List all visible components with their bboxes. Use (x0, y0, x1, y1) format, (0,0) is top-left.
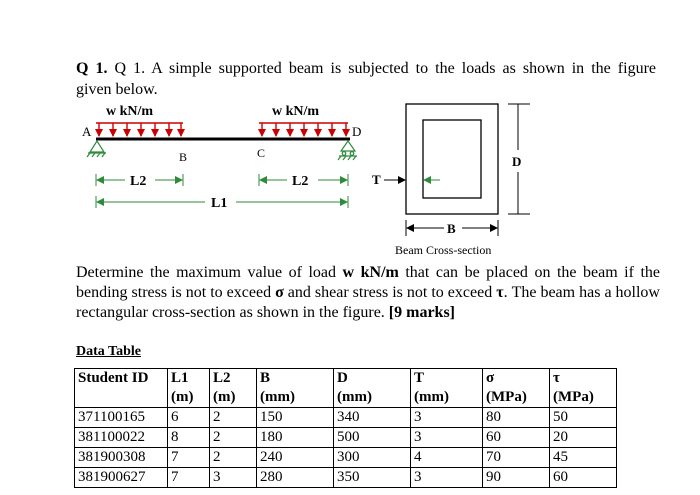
header-t: T (mm) (411, 369, 483, 408)
cell-student-id: 381900627 (75, 468, 168, 488)
cell-b: 280 (257, 468, 334, 488)
cell-l1: 6 (168, 408, 210, 428)
cell-b: 180 (257, 428, 334, 448)
question-line-2: given below. (76, 81, 158, 98)
header-d: D (mm) (334, 369, 411, 408)
pin-support-a (87, 141, 106, 157)
cell-sigma: 90 (483, 468, 550, 488)
cell-sigma: 70 (483, 448, 550, 468)
cell-student-id: 381100022 (75, 428, 168, 448)
cell-l2: 3 (210, 468, 257, 488)
header-b: B (mm) (257, 369, 334, 408)
cell-l2: 2 (210, 408, 257, 428)
dimension-d-label: D (512, 154, 522, 169)
load-symbol: w kN/m (342, 264, 399, 281)
cell-tau: 50 (550, 408, 617, 428)
table-header-row (75, 369, 617, 408)
header-l2: L2 (m) (210, 369, 257, 408)
point-d-label: D (352, 124, 362, 139)
question-text (76, 58, 656, 100)
sigma-symbol: σ (275, 284, 284, 301)
roller-support-d (338, 141, 357, 160)
question-line-1: Q 1. A simple supported beam is subjected to the loads as shown in the figure (114, 60, 657, 77)
header-student-id: Student ID (75, 369, 168, 408)
cell-sigma: 60 (483, 428, 550, 448)
dimension-l1-label: L1 (211, 196, 228, 211)
cross-section (406, 104, 498, 214)
dimension-l1 (96, 196, 348, 208)
data-table-title: Data Table (76, 344, 141, 359)
table-row (75, 448, 617, 468)
header-tau: τ (MPa) (550, 369, 617, 408)
question-number: Q 1. (76, 60, 108, 77)
data-table (74, 368, 617, 488)
dimension-d (508, 104, 530, 214)
distributed-load-left (96, 123, 183, 136)
cell-sigma: 80 (483, 408, 550, 428)
cross-section-caption: Beam Cross-section (395, 243, 492, 257)
point-b-label: B (179, 150, 188, 164)
load-label-right: w kN/m (272, 104, 320, 119)
cell-l1: 7 (168, 468, 210, 488)
cell-b: 150 (257, 408, 334, 428)
cell-tau: 45 (550, 448, 617, 468)
thickness-t-label: T (372, 172, 381, 187)
table-row (75, 468, 617, 488)
table-row (75, 408, 617, 428)
dimension-l2-left-label: L2 (130, 174, 147, 189)
dimension-l2-right-label: L2 (292, 174, 309, 189)
header-sigma: σ (MPa) (483, 369, 550, 408)
dimension-l2-right (259, 174, 348, 186)
dimension-b-label: B (447, 221, 456, 236)
cell-student-id: 381900308 (75, 448, 168, 468)
dimension-b (406, 220, 498, 236)
cell-t: 3 (411, 408, 483, 428)
header-l1: L1 (m) (168, 369, 210, 408)
cell-t: 3 (411, 468, 483, 488)
problem-statement: Determine the maximum value of load w kN/m that can be placed on the beam if the bending stress is not to exceed σ and shear stress is not to exceed τ. The beam has a hollow rectangular cross-section as shown in the figure. [9 marks] (76, 264, 661, 321)
cell-tau: 60 (550, 468, 617, 488)
cell-d: 350 (334, 468, 411, 488)
load-label-left: w kN/m (106, 104, 154, 119)
table-row (75, 428, 617, 448)
cell-tau: 20 (550, 428, 617, 448)
cell-d: 340 (334, 408, 411, 428)
cell-student-id: 371100165 (75, 408, 168, 428)
cell-l2: 2 (210, 428, 257, 448)
dimension-l2-left (96, 174, 183, 186)
cell-l1: 8 (168, 428, 210, 448)
cell-t: 3 (411, 428, 483, 448)
cell-d: 300 (334, 448, 411, 468)
cell-d: 500 (334, 428, 411, 448)
cell-t: 4 (411, 448, 483, 468)
cell-l1: 7 (168, 448, 210, 468)
point-c-label: C (257, 146, 266, 160)
tau-symbol: τ (496, 284, 504, 301)
cell-b: 240 (257, 448, 334, 468)
marks-label: [9 marks] (388, 304, 456, 321)
distributed-load-right (259, 123, 348, 136)
cell-l2: 2 (210, 448, 257, 468)
point-a-label: A (82, 124, 92, 139)
